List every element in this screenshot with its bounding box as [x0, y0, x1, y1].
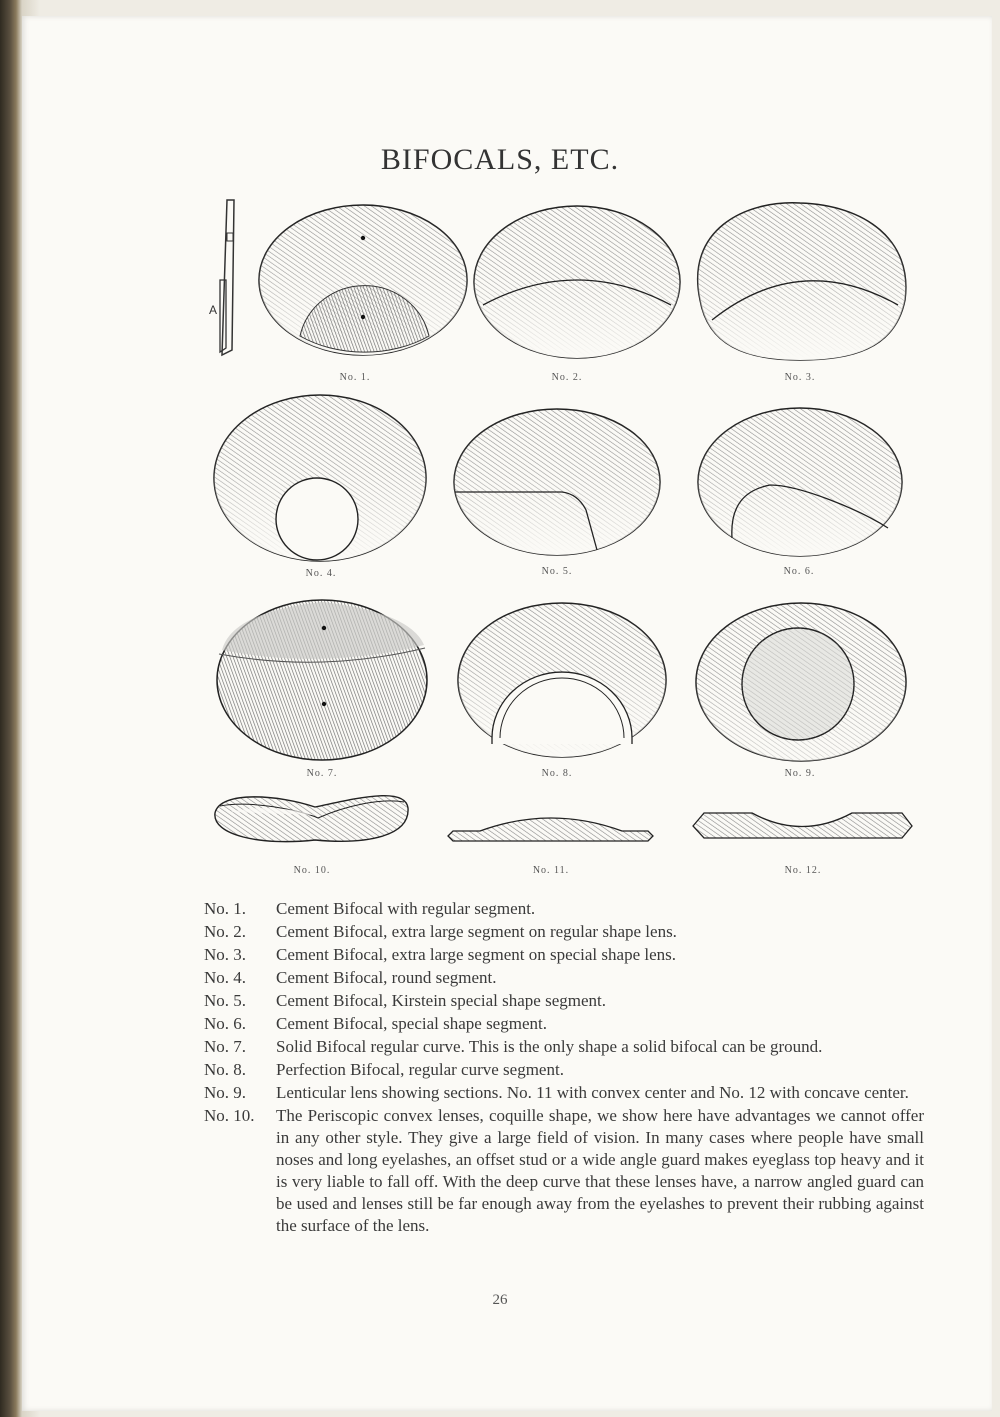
- side-view-mark-a: A: [209, 303, 218, 317]
- description-item: [204, 1059, 924, 1081]
- description-number: No. 9.: [204, 1083, 247, 1102]
- description-text: Cement Bifocal, extra large segment on special shape lens.: [276, 945, 676, 964]
- lens-no-9: [696, 603, 906, 761]
- description-text: Perfection Bifocal, regular curve segment.: [276, 1060, 564, 1079]
- description-text: Cement Bifocal, Kirstein special shape segment.: [276, 991, 606, 1010]
- description-text: Lenticular lens showing sections. No. 11 with convex center and No. 12 with concave center.: [276, 1083, 909, 1102]
- description-text: Cement Bifocal with regular segment.: [276, 899, 536, 918]
- description-number: No. 1.: [204, 899, 247, 918]
- lens-no-8: [458, 603, 666, 757]
- lens-no-5: [454, 409, 660, 555]
- description-item: [204, 921, 924, 943]
- caption-no-11: No. 11.: [532, 865, 570, 876]
- description-number: No. 8.: [204, 1060, 247, 1079]
- description-item: [204, 990, 924, 1012]
- caption-no-1: No. 1.: [339, 372, 371, 383]
- caption-no-3: No. 3.: [784, 372, 816, 383]
- description-number: No. 4.: [204, 968, 247, 987]
- caption-no-2: No. 2.: [551, 372, 583, 383]
- lens-no-3: [698, 203, 906, 360]
- description-number: No. 2.: [204, 922, 247, 941]
- lens-no-10: [215, 796, 408, 842]
- description-item: [204, 1105, 924, 1237]
- caption-no-4: No. 4.: [305, 568, 337, 579]
- description-text: Cement Bifocal, round segment.: [276, 968, 497, 987]
- caption-no-8: No. 8.: [541, 768, 573, 779]
- description-item: [204, 1036, 924, 1058]
- page-title: BIFOCALS, ETC.: [380, 143, 620, 176]
- description-number: No. 5.: [204, 991, 247, 1010]
- page-number: 26: [492, 1292, 508, 1308]
- description-text: The Periscopic convex lenses, coquille shape, we show here have advantages we cannot offer in any other style. They give a large field of vision. In many cases where people have small noses and long eyelashes, an offset stud or a wide angle guard makes eyeglass top heavy and it is very liable to fall off. With the deep curve that these lenses have, a narrow angled guard can be used and lenses still be far enough away from the eyelashes to prevent their rubbing against the surface of the lens.: [276, 1106, 924, 1235]
- caption-no-9: No. 9.: [784, 768, 816, 779]
- description-item: [204, 898, 924, 920]
- description-text: Cement Bifocal, extra large segment on regular shape lens.: [276, 922, 677, 941]
- description-item: [204, 1013, 924, 1035]
- description-text: Solid Bifocal regular curve. This is the only shape a solid bifocal can be ground.: [276, 1037, 823, 1056]
- lens-no-4: [214, 395, 426, 561]
- caption-no-12: No. 12.: [784, 865, 822, 876]
- lens-no-7: [217, 600, 427, 760]
- lens-no-6: [698, 408, 902, 556]
- description-number: No. 3.: [204, 945, 247, 964]
- lens-no-1: [259, 205, 467, 355]
- description-item: [204, 1082, 924, 1104]
- caption-no-5: No. 5.: [541, 566, 573, 577]
- lens-no-11: [448, 818, 653, 841]
- description-number: No. 6.: [204, 1014, 247, 1033]
- description-item: [204, 967, 924, 989]
- description-number: No. 7.: [204, 1037, 247, 1056]
- lens-no-12: [693, 813, 912, 838]
- caption-no-10: No. 10.: [293, 865, 331, 876]
- caption-no-7: No. 7.: [306, 768, 338, 779]
- description-number: No. 10.: [204, 1106, 255, 1125]
- caption-no-6: No. 6.: [783, 566, 815, 577]
- description-text: Cement Bifocal, special shape segment.: [276, 1014, 547, 1033]
- description-item: [204, 944, 924, 966]
- description-list: [204, 898, 924, 1238]
- lens-side-view-diagram: [209, 200, 234, 355]
- lens-no-2: [474, 206, 680, 358]
